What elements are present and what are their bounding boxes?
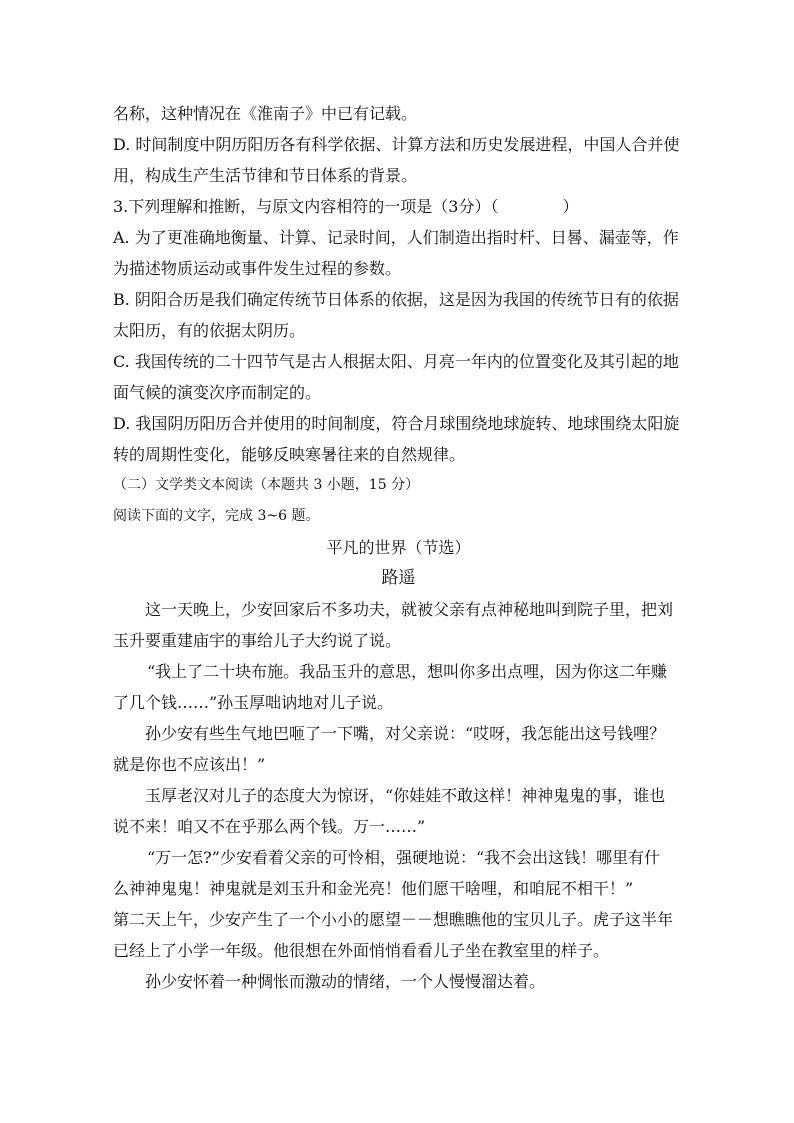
paragraph-line: 第二天上午，少安产生了一个小小的愿望－－想瞧瞧他的宝贝儿子。虎子这半年	[113, 910, 674, 929]
option-c-line: C. 我国传统的二十四节气是古人根据太阳、月亮一年内的位置变化及其引起的地	[113, 352, 679, 371]
text-line: 面气候的演变次序而制定的。	[113, 383, 322, 402]
text-line: 为描述物质运动或事件发生过程的参数。	[113, 259, 402, 278]
paragraph-line: 玉升要重建庙宇的事给儿子大约说了说。	[113, 631, 402, 650]
paragraph-line: 玉厚老汉对儿子的态度大为惊讶，“你娃娃不敢这样！神神鬼鬼的事，谁也	[145, 786, 666, 805]
text-line: 太阳历，有的依据太阴历。	[113, 321, 306, 340]
paragraph-line: 就是你也不应该出！”	[113, 755, 266, 774]
text-line: 名称，这种情况在《淮南子》中已有记载。	[113, 104, 418, 123]
paragraph-line: 了几个钱……”孙玉厚咄讷地对儿子说。	[113, 693, 394, 712]
option-b-line: B. 阴阳合历是我们确定传统节日体系的依据，这是因为我国的传统节日有的依据	[113, 290, 679, 309]
paragraph-line: “我上了二十块布施。我品玉升的意思，想叫你多出点哩，因为你这二年赚	[147, 662, 668, 681]
section-heading: （二）文学类文本阅读（本题共 3 小题，15 分）	[113, 477, 420, 493]
paragraph-line: “万一怎?”少安看着父亲的可怜相，强硬地说：“我不会出这钱！哪里有什	[147, 848, 661, 867]
passage-author: 路遥	[381, 568, 416, 588]
paragraph-line: 么神神鬼鬼！神鬼就是刘玉升和金光亮！他们愿干啥哩，和咱屁不相干！”	[113, 879, 634, 898]
text-line: 转的周期性变化，能够反映寒暑往来的自然规律。	[113, 445, 466, 464]
option-d-line: D. 时间制度中阴历阳历各有科学依据、计算方法和历史发展进程，中国人合并使	[113, 135, 680, 154]
instruction-line: 阅读下面的文字，完成 3~6 题。	[113, 508, 320, 524]
passage-title: 平凡的世界（节选）	[326, 538, 471, 557]
option-d-line: D. 我国阴历阳历合并使用的时间制度，符合月球围绕地球旋转、地球围绕太阳旋	[113, 414, 680, 433]
paragraph-line: 孙少安有些生气地巴咂了一下嘴，对父亲说：“哎呀，我怎能出这号钱哩？	[145, 724, 666, 743]
paragraph-line: 这一天晚上，少安回家后不多功夫，就被父亲有点神秘地叫到院子里，把刘	[145, 600, 674, 619]
paragraph-line: 已经上了小学一年级。他很想在外面悄悄看看儿子坐在教室里的样子。	[113, 941, 610, 960]
text-line: 用，构成生产生活节律和节日体系的背景。	[113, 166, 418, 185]
paragraph-line: 说不来！咱又不在乎那么两个钱。万一……”	[113, 817, 426, 836]
question-3-stem: 3.下列理解和推断，与原文内容相符的一项是（3分）（ ）	[113, 197, 579, 216]
option-a-line: A. 为了更准确地衡量、计算、记录时间，人们制造出指时杆、日晷、漏壶等，作	[113, 228, 679, 247]
paragraph-line: 孙少安怀着一种惆怅而激动的情绪，一个人慢慢溜达着。	[145, 972, 546, 991]
